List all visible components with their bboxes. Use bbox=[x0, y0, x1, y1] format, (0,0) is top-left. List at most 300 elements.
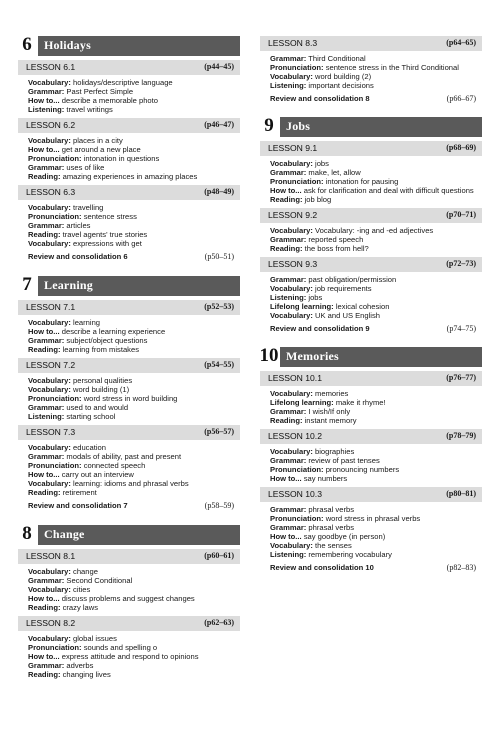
lesson-title: LESSON 9.3 bbox=[268, 259, 318, 269]
lesson-pages: (p54–55) bbox=[204, 360, 234, 369]
topic-text: used to and would bbox=[64, 403, 129, 412]
topic-line bbox=[270, 168, 482, 177]
unit-header bbox=[259, 345, 482, 367]
topic-label: Grammar: bbox=[28, 336, 65, 345]
review-pages: (p82–83) bbox=[446, 563, 476, 572]
topic-label: Pronunciation: bbox=[28, 643, 82, 652]
topic-label: Reading: bbox=[28, 603, 61, 612]
lesson-pages: (p64–65) bbox=[446, 38, 476, 47]
topic-line bbox=[270, 550, 482, 559]
topic-label: Vocabulary: bbox=[28, 318, 71, 327]
topic-text: jobs bbox=[312, 159, 329, 168]
topic-label: Vocabulary: bbox=[28, 479, 71, 488]
topic-text: important decisions bbox=[306, 81, 374, 90]
topic-line bbox=[28, 163, 240, 172]
lesson-title: LESSON 7.3 bbox=[26, 427, 76, 437]
topic-label: Vocabulary: bbox=[270, 541, 313, 550]
topic-text: sentence stress in the Third Conditional bbox=[323, 63, 459, 72]
topic-text: ask for clarification and deal with difficult questions bbox=[301, 186, 474, 195]
topic-label: Vocabulary: bbox=[28, 136, 71, 145]
unit-title: Jobs bbox=[286, 119, 311, 133]
topic-line bbox=[28, 594, 240, 603]
topic-line bbox=[270, 235, 482, 244]
topic-label: Grammar: bbox=[270, 456, 307, 465]
lesson-pages: (p70–71) bbox=[446, 210, 476, 219]
topic-text: places in a city bbox=[70, 136, 123, 145]
unit-continued bbox=[260, 36, 482, 103]
review-pages: (p58–59) bbox=[204, 501, 234, 510]
lesson-topics bbox=[18, 200, 240, 248]
topic-label: Pronunciation: bbox=[28, 394, 82, 403]
topic-line bbox=[270, 447, 482, 456]
topic-line bbox=[28, 461, 240, 470]
topic-text: cities bbox=[70, 585, 91, 594]
topic-label: Grammar: bbox=[28, 452, 65, 461]
lesson-title: LESSON 8.1 bbox=[26, 551, 76, 561]
lesson-pages: (p76–77) bbox=[446, 373, 476, 382]
lesson-pages: (p78–79) bbox=[446, 431, 476, 440]
lesson-title: LESSON 9.2 bbox=[268, 210, 318, 220]
topic-label: Vocabulary: bbox=[270, 311, 313, 320]
lesson-title: LESSON 10.1 bbox=[268, 373, 322, 383]
topic-label: Reading: bbox=[28, 230, 61, 239]
lesson-header bbox=[18, 300, 240, 315]
lesson-header bbox=[18, 616, 240, 631]
topic-label: Pronunciation: bbox=[270, 63, 324, 72]
lesson-pages: (p72–73) bbox=[446, 259, 476, 268]
topic-label: Grammar: bbox=[270, 235, 307, 244]
topic-label: Pronunciation: bbox=[28, 461, 82, 470]
topic-text: describe a memorable photo bbox=[59, 96, 158, 105]
topic-line bbox=[270, 407, 482, 416]
topic-text: connected speech bbox=[81, 461, 146, 470]
topic-label: Vocabulary: bbox=[270, 159, 313, 168]
topic-line bbox=[270, 195, 482, 204]
unit-number: 6 bbox=[16, 32, 38, 58]
topic-label: How to... bbox=[28, 652, 60, 661]
lesson-topics bbox=[260, 386, 482, 425]
lesson-topics bbox=[260, 223, 482, 253]
topic-text: UK and US English bbox=[312, 311, 381, 320]
unit-section bbox=[18, 36, 240, 261]
lesson-title: LESSON 7.2 bbox=[26, 360, 76, 370]
topic-text: changing lives bbox=[60, 670, 111, 679]
topic-text: the senses bbox=[312, 541, 352, 550]
topic-label: Pronunciation: bbox=[270, 514, 324, 523]
topic-label: Vocabulary: bbox=[28, 585, 71, 594]
topic-text: the boss from hell? bbox=[302, 244, 369, 253]
topic-line bbox=[28, 327, 240, 336]
topic-text: get around a new place bbox=[59, 145, 141, 154]
lesson-title: LESSON 6.3 bbox=[26, 187, 76, 197]
lesson-title: LESSON 8.3 bbox=[268, 38, 318, 48]
topic-label: Vocabulary: bbox=[28, 567, 71, 576]
topic-line bbox=[28, 230, 240, 239]
lesson-header bbox=[260, 36, 482, 51]
lesson-header bbox=[260, 487, 482, 502]
topic-label: How to... bbox=[270, 186, 302, 195]
topic-line bbox=[28, 172, 240, 181]
lesson-topics bbox=[18, 631, 240, 679]
topic-text: Second Conditional bbox=[64, 576, 133, 585]
topic-text: job blog bbox=[302, 195, 332, 204]
topic-label: Lifelong learning: bbox=[270, 302, 334, 311]
topic-label: Reading: bbox=[28, 670, 61, 679]
topic-text: review of past tenses bbox=[306, 456, 380, 465]
unit-title: Holidays bbox=[44, 38, 91, 52]
topic-line bbox=[270, 311, 482, 320]
unit-section bbox=[18, 525, 240, 679]
topic-line bbox=[270, 293, 482, 302]
topic-line bbox=[270, 541, 482, 550]
topic-line bbox=[28, 345, 240, 354]
topic-text: memories bbox=[312, 389, 349, 398]
lesson-topics bbox=[18, 75, 240, 114]
topic-label: Grammar: bbox=[28, 403, 65, 412]
topic-text: travel agents' true stories bbox=[60, 230, 148, 239]
topic-label: Reading: bbox=[270, 416, 303, 425]
review-label: Review and consolidation 6 bbox=[28, 252, 128, 261]
unit-section bbox=[18, 276, 240, 510]
topic-text: remembering vocabulary bbox=[306, 550, 392, 559]
topic-line bbox=[28, 661, 240, 670]
topic-label: How to... bbox=[28, 145, 60, 154]
lesson-header bbox=[260, 208, 482, 223]
topic-line bbox=[270, 389, 482, 398]
topic-text: pronouncing numbers bbox=[323, 465, 400, 474]
lesson-header bbox=[18, 60, 240, 75]
topic-line bbox=[270, 244, 482, 253]
lesson-header bbox=[260, 141, 482, 156]
lesson-title: LESSON 10.3 bbox=[268, 489, 322, 499]
topic-label: How to... bbox=[270, 474, 302, 483]
topic-line bbox=[270, 474, 482, 483]
lesson-topics bbox=[260, 444, 482, 483]
lesson-title: LESSON 6.2 bbox=[26, 120, 76, 130]
topic-line bbox=[28, 443, 240, 452]
topic-label: Grammar: bbox=[270, 275, 307, 284]
lesson-title: LESSON 6.1 bbox=[26, 62, 76, 72]
lesson-topics bbox=[18, 133, 240, 181]
topic-text: lexical cohesion bbox=[333, 302, 390, 311]
topic-label: Pronunciation: bbox=[28, 154, 82, 163]
lesson-pages: (p62–63) bbox=[204, 618, 234, 627]
lesson-topics bbox=[260, 502, 482, 559]
lesson-topics bbox=[260, 156, 482, 204]
topic-text: express attitude and respond to opinions bbox=[59, 652, 199, 661]
lesson-header bbox=[18, 118, 240, 133]
topic-text: biographies bbox=[312, 447, 355, 456]
topic-label: Grammar: bbox=[270, 407, 307, 416]
review-label: Review and consolidation 8 bbox=[270, 94, 370, 103]
unit-number: 10 bbox=[258, 343, 280, 369]
topic-label: Vocabulary: bbox=[270, 72, 313, 81]
topic-label: How to... bbox=[28, 327, 60, 336]
unit-number: 8 bbox=[16, 521, 38, 547]
topic-text: make, let, allow bbox=[306, 168, 361, 177]
topic-text: word building (2) bbox=[312, 72, 372, 81]
topic-label: Grammar: bbox=[28, 221, 65, 230]
unit-title-bar bbox=[38, 36, 240, 56]
topic-text: phrasal verbs bbox=[306, 505, 354, 514]
topic-label: Vocabulary: bbox=[28, 203, 71, 212]
topic-text: crazy laws bbox=[60, 603, 99, 612]
topic-line bbox=[28, 239, 240, 248]
topic-text: Past Perfect Simple bbox=[64, 87, 134, 96]
topic-label: Grammar: bbox=[270, 168, 307, 177]
topic-label: Listening: bbox=[270, 81, 307, 90]
topic-text: say goodbye (in person) bbox=[301, 532, 386, 541]
topic-line bbox=[270, 72, 482, 81]
topic-text: starting school bbox=[64, 412, 116, 421]
topic-line bbox=[270, 63, 482, 72]
topic-line bbox=[28, 203, 240, 212]
topic-line bbox=[270, 226, 482, 235]
topic-text: describe a learning experience bbox=[59, 327, 166, 336]
lesson-topics bbox=[18, 315, 240, 354]
review-row bbox=[18, 497, 240, 510]
topic-label: Grammar: bbox=[270, 505, 307, 514]
topic-line bbox=[28, 585, 240, 594]
topic-line bbox=[28, 488, 240, 497]
lesson-title: LESSON 9.1 bbox=[268, 143, 318, 153]
review-row bbox=[260, 320, 482, 333]
topic-line bbox=[270, 465, 482, 474]
topic-line bbox=[270, 398, 482, 407]
lesson-pages: (p56–57) bbox=[204, 427, 234, 436]
topic-line bbox=[28, 470, 240, 479]
review-label: Review and consolidation 7 bbox=[28, 501, 128, 510]
lesson-header bbox=[260, 371, 482, 386]
topic-text: expressions with get bbox=[70, 239, 142, 248]
topic-line bbox=[28, 643, 240, 652]
topic-text: word building (1) bbox=[70, 385, 130, 394]
topic-line bbox=[270, 275, 482, 284]
topic-line bbox=[28, 136, 240, 145]
unit-title: Change bbox=[44, 527, 85, 541]
topic-line bbox=[28, 318, 240, 327]
topic-text: change bbox=[70, 567, 98, 576]
topic-text: past obligation/permission bbox=[306, 275, 397, 284]
topic-text: education bbox=[70, 443, 106, 452]
topic-line bbox=[270, 505, 482, 514]
topic-text: intonation for pausing bbox=[323, 177, 399, 186]
topic-label: How to... bbox=[270, 532, 302, 541]
topic-label: Listening: bbox=[28, 412, 65, 421]
unit-header bbox=[20, 276, 240, 296]
topic-label: Reading: bbox=[270, 244, 303, 253]
lesson-pages: (p48–49) bbox=[204, 187, 234, 196]
topic-line bbox=[270, 177, 482, 186]
lesson-topics bbox=[18, 564, 240, 612]
topic-label: Vocabulary: bbox=[28, 78, 71, 87]
topic-line bbox=[28, 403, 240, 412]
topic-line bbox=[270, 81, 482, 90]
topic-text: amazing experiences in amazing places bbox=[60, 172, 198, 181]
topic-label: Pronunciation: bbox=[270, 465, 324, 474]
topic-line bbox=[28, 670, 240, 679]
topic-text: word stress in word building bbox=[81, 394, 178, 403]
lesson-topics bbox=[18, 440, 240, 497]
topic-line bbox=[28, 479, 240, 488]
topic-label: Vocabulary: bbox=[270, 389, 313, 398]
topic-text: learning bbox=[70, 318, 101, 327]
unit-title-bar bbox=[280, 347, 482, 367]
topic-label: Vocabulary: bbox=[270, 226, 313, 235]
review-pages: (p74–75) bbox=[446, 324, 476, 333]
topic-text: jobs bbox=[306, 293, 323, 302]
topic-text: learning from mistakes bbox=[60, 345, 139, 354]
topic-label: How to... bbox=[28, 594, 60, 603]
topic-text: carry out an interview bbox=[59, 470, 134, 479]
topic-text: say numbers bbox=[301, 474, 348, 483]
topic-line bbox=[28, 576, 240, 585]
lesson-title: LESSON 8.2 bbox=[26, 618, 76, 628]
lesson-header bbox=[18, 358, 240, 373]
topic-text: discuss problems and suggest changes bbox=[59, 594, 195, 603]
topic-text: word stress in phrasal verbs bbox=[323, 514, 421, 523]
review-pages: (p66–67) bbox=[446, 94, 476, 103]
review-label: Review and consolidation 9 bbox=[270, 324, 370, 333]
topic-label: Listening: bbox=[270, 550, 307, 559]
unit-header bbox=[20, 36, 240, 56]
topic-line bbox=[270, 284, 482, 293]
topic-line bbox=[270, 416, 482, 425]
unit-number: 7 bbox=[16, 272, 38, 298]
topic-line bbox=[28, 634, 240, 643]
topic-label: Listening: bbox=[270, 293, 307, 302]
topic-label: Reading: bbox=[270, 195, 303, 204]
topic-label: Vocabulary: bbox=[28, 385, 71, 394]
topic-line bbox=[270, 514, 482, 523]
left-column bbox=[18, 36, 240, 679]
topic-line bbox=[28, 145, 240, 154]
topic-label: Vocabulary: bbox=[270, 284, 313, 293]
topic-line bbox=[28, 87, 240, 96]
topic-text: intonation in questions bbox=[81, 154, 160, 163]
unit-title: Learning bbox=[44, 278, 93, 292]
topic-text: articles bbox=[64, 221, 91, 230]
topic-label: Vocabulary: bbox=[28, 443, 71, 452]
lesson-pages: (p68–69) bbox=[446, 143, 476, 152]
topic-label: Reading: bbox=[28, 345, 61, 354]
topic-label: Lifelong learning: bbox=[270, 398, 334, 407]
topic-label: Vocabulary: bbox=[28, 634, 71, 643]
topic-line bbox=[28, 78, 240, 87]
lesson-header bbox=[260, 257, 482, 272]
topic-line bbox=[270, 54, 482, 63]
topic-line bbox=[270, 532, 482, 541]
topic-label: Vocabulary: bbox=[270, 447, 313, 456]
unit-title: Memories bbox=[286, 349, 339, 363]
topic-line bbox=[28, 652, 240, 661]
topic-line bbox=[270, 302, 482, 311]
lesson-header bbox=[18, 425, 240, 440]
topic-text: uses of like bbox=[64, 163, 105, 172]
topic-text: make it rhyme! bbox=[333, 398, 386, 407]
topic-text: retirement bbox=[60, 488, 97, 497]
topic-label: Grammar: bbox=[28, 661, 65, 670]
topic-line bbox=[28, 212, 240, 221]
review-label: Review and consolidation 10 bbox=[270, 563, 374, 572]
topic-line bbox=[28, 336, 240, 345]
lesson-header bbox=[18, 185, 240, 200]
topic-line bbox=[270, 159, 482, 168]
topic-label: Vocabulary: bbox=[28, 239, 71, 248]
review-row bbox=[18, 248, 240, 261]
topic-text: global issues bbox=[70, 634, 117, 643]
topic-label: Pronunciation: bbox=[270, 177, 324, 186]
topic-line bbox=[270, 186, 482, 195]
lesson-pages: (p46–47) bbox=[204, 120, 234, 129]
topic-label: Pronunciation: bbox=[28, 212, 82, 221]
topic-text: learning: idioms and phrasal verbs bbox=[70, 479, 189, 488]
lesson-topics bbox=[18, 373, 240, 421]
unit-number: 9 bbox=[258, 113, 280, 139]
lesson-header bbox=[260, 429, 482, 444]
lesson-topics bbox=[260, 51, 482, 90]
topic-label: Grammar: bbox=[270, 523, 307, 532]
topic-text: phrasal verbs bbox=[306, 523, 354, 532]
topic-text: sounds and spelling o bbox=[81, 643, 158, 652]
lesson-title: LESSON 10.2 bbox=[268, 431, 322, 441]
review-pages: (p50–51) bbox=[204, 252, 234, 261]
topic-label: Grammar: bbox=[28, 87, 65, 96]
unit-header bbox=[262, 117, 482, 137]
topic-text: I wish/If only bbox=[306, 407, 351, 416]
unit-header bbox=[20, 525, 240, 545]
topic-text: travelling bbox=[70, 203, 104, 212]
unit-title-bar bbox=[38, 525, 240, 545]
topic-line bbox=[28, 221, 240, 230]
topic-label: Grammar: bbox=[28, 576, 65, 585]
topic-text: Third Conditional bbox=[306, 54, 366, 63]
topic-label: Grammar: bbox=[270, 54, 307, 63]
topic-line bbox=[28, 376, 240, 385]
topic-line bbox=[270, 456, 482, 465]
topic-text: personal qualities bbox=[70, 376, 133, 385]
lesson-pages: (p52–53) bbox=[204, 302, 234, 311]
topic-line bbox=[28, 96, 240, 105]
topic-text: reported speech bbox=[306, 235, 364, 244]
unit-title-bar bbox=[38, 276, 240, 296]
topic-text: modals of ability, past and present bbox=[64, 452, 182, 461]
topic-line bbox=[28, 412, 240, 421]
topic-label: Listening: bbox=[28, 105, 65, 114]
topic-text: Vocabulary: -ing and -ed adjectives bbox=[312, 226, 434, 235]
topic-label: How to... bbox=[28, 96, 60, 105]
topic-text: sentence stress bbox=[81, 212, 137, 221]
lesson-pages: (p80–81) bbox=[446, 489, 476, 498]
unit-section bbox=[260, 117, 482, 333]
topic-text: instant memory bbox=[302, 416, 357, 425]
review-row bbox=[260, 90, 482, 103]
topic-line bbox=[28, 385, 240, 394]
topic-line bbox=[28, 567, 240, 576]
topic-label: Reading: bbox=[28, 172, 61, 181]
topic-label: Reading: bbox=[28, 488, 61, 497]
lesson-pages: (p60–61) bbox=[204, 551, 234, 560]
lesson-topics bbox=[260, 272, 482, 320]
unit-section bbox=[260, 347, 482, 572]
topic-text: travel writings bbox=[64, 105, 113, 114]
topic-line bbox=[270, 523, 482, 532]
topic-line bbox=[28, 154, 240, 163]
topic-label: Grammar: bbox=[28, 163, 65, 172]
lesson-header bbox=[18, 549, 240, 564]
lesson-pages: (p44–45) bbox=[204, 62, 234, 71]
topic-line bbox=[28, 394, 240, 403]
